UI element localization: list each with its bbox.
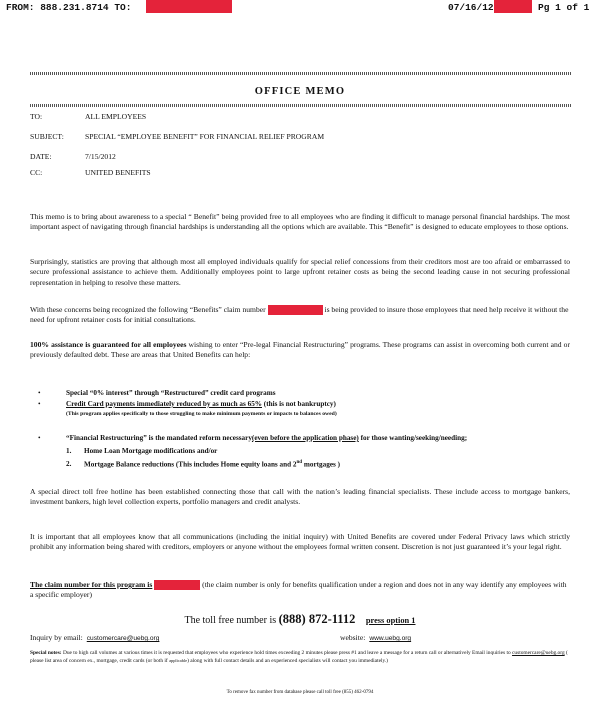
restructuring-rest: for those wanting/seeking/needing; (358, 434, 468, 442)
paragraph-claim-intro (30, 305, 570, 326)
guarantee-bold: 100% assistance is guaranteed for all employees (30, 340, 187, 349)
date-label: DATE: (30, 152, 52, 161)
paragraph-statistics: Surprisingly, statistics are proving that although most all employed individuals qualify for special relief concessions from their creditors most are too afraid or embarrassed to secure professional assistance to achieve them. Additionally employees point to large upfront retainer costs as being the second leading cause in not securing professional representation in helping to resolve these matters. (30, 257, 570, 287)
email-link[interactable]: customercare@uebg.org (86, 635, 160, 642)
divider-bottom (30, 104, 572, 107)
bullet-payments (66, 400, 336, 408)
redaction-claim-number (268, 305, 323, 315)
to-label: TO: (30, 112, 43, 121)
memo-title: OFFICE MEMO (254, 86, 346, 97)
toll-free-line (0, 612, 600, 627)
balance-sup: nd (296, 460, 303, 465)
toll-free-label: The toll free number is (184, 615, 277, 626)
toll-free-number[interactable]: (888) 872-1112 (278, 612, 356, 626)
divider-top (30, 72, 572, 75)
bullet-dot-3: • (38, 434, 41, 442)
cc-label: CC: (30, 168, 43, 177)
bullet-payments-note: (This program applies specifically to those struggling to make minimum payments or impacts to balances owed) (66, 411, 337, 417)
cc-value: UNITED BENEFITS (85, 168, 151, 177)
special-notes-text-2: ( please list area of concern ex., mortgage, credit cards (or both if (30, 650, 568, 665)
redaction-claim-number-2 (154, 580, 200, 590)
fax-from: FROM: 888.231.8714 TO: (6, 2, 132, 13)
guarantee-text: wishing to enter “Pre-legal Financial Restructuring” programs. These programs can assist in overcoming both current and or previously defaulted debt. These are areas that United Benefits can help: (30, 340, 570, 360)
claim-number-label: The claim number for this program is (30, 580, 153, 589)
subject-value: SPECIAL “EMPLOYEE BENEFIT” FOR FINANCIAL RELIEF PROGRAM (85, 132, 325, 141)
special-notes (30, 650, 575, 666)
paragraph-claim-number (30, 580, 570, 601)
bullet-restructuring (66, 434, 467, 442)
special-notes-email[interactable]: customercare@uebg.org (512, 650, 565, 656)
press-option: press option 1 (365, 616, 416, 625)
restructuring-underlined: (even before the application phase) (251, 434, 359, 442)
to-value: ALL EMPLOYEES (85, 112, 147, 121)
bullet-dot-2: • (38, 400, 41, 408)
claim-number-note: (the claim number is only for benefits qualification under a region and does not in any way identify any employees with a specific employer) (30, 580, 567, 600)
bullet-interest: Special “0% interest” through “Restructured” credit card programs (66, 389, 276, 397)
date-value: 7/15/2012 (85, 152, 116, 161)
fax-page-count: Pg 1 of 1 (538, 2, 590, 13)
sub-item-balance (84, 460, 340, 468)
fax-date: 07/16/12 (448, 2, 494, 13)
special-notes-applicable: applicable (169, 658, 188, 664)
special-notes-text-3: ) along with full contact details and an experienced specialists will contact you immediately.) (187, 658, 388, 665)
paragraph-hotline: A special direct toll free hotline has been established connecting those that call with the nation’s leading financial specialists. These include access to mortgage bankers, investment bankers, high level collection experts, portfolio managers and credit analysts. (30, 487, 570, 507)
website-contact (340, 633, 411, 642)
website-link[interactable]: www.uebg.org (369, 635, 412, 642)
payments-underlined: Credit Card payments immediately reduced by as much as 65% (66, 400, 262, 408)
redaction-time (494, 0, 532, 13)
restructuring-text: “Financial Restructuring” is the mandated reform necessary (66, 434, 252, 442)
email-contact (30, 633, 159, 642)
claim-intro-rest: is being provided to insure those employees that need help receive it without the need for upfront retainer costs for initial consultations. (30, 305, 569, 325)
paragraph-intro: This memo is to bring about awareness to a special “ Benefit” being provided free to all employees who are finding it difficult to manage personal financial hardships. The most important aspect of navigating through financial hardships is understanding all the options which are available. This “Benefit” is designed to educate employees to those options. (30, 212, 570, 232)
sub-item-mortgage-mod: Home Loan Mortgage modifications and/or (84, 447, 218, 455)
sub-item-number-2: 2. (66, 460, 72, 468)
email-label: Inquiry by email: (30, 633, 83, 642)
removal-footer: To remove fax number from database please call toll free (855) 462-0794 (226, 690, 374, 695)
special-notes-text: Due to high call volumes at various times it is requested that employees who experience hold times exceeding 2 minutes please press #1 and leave a message for a return call or alternatively Email inquiries to (61, 650, 513, 656)
subject-label: SUBJECT: (30, 132, 64, 141)
special-notes-label: Special notes: (30, 650, 62, 656)
balance-rest: mortgages ) (302, 460, 340, 469)
paragraph-privacy: It is important that all employees know that all communications (including the initial inquiry) with United Benefits are covered under Federal Privacy laws which strictly prohibit any information being shared with creditors, employers or anyone without the employees formal written consent. Discretion is not just guaranteed it’s your legal right. (30, 532, 570, 552)
redaction-recipient (146, 0, 232, 13)
payments-rest: (this is not bankruptcy) (262, 400, 336, 408)
claim-intro-text: With these concerns being recognized the following “Benefits” claim number (30, 305, 266, 314)
balance-text: Mortgage Balance reductions (This includes Home equity loans and 2 (84, 460, 297, 469)
paragraph-guarantee (30, 340, 570, 361)
sub-item-number-1: 1. (66, 447, 72, 455)
website-label: website: (340, 633, 366, 642)
bullet-dot-1: • (38, 389, 41, 397)
